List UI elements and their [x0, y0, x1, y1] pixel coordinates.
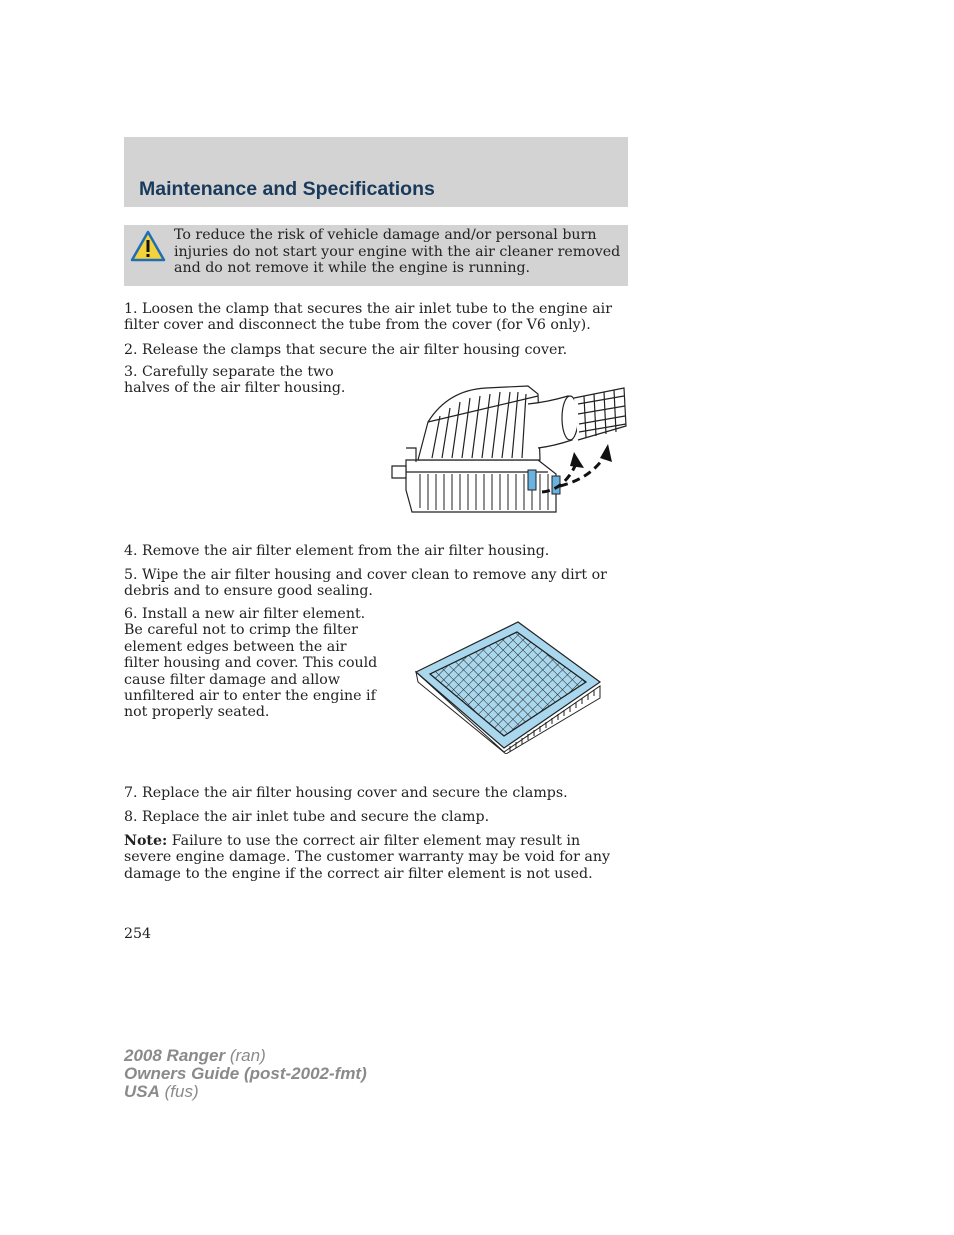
step-6: 6. Install a new air filter element. Be careful not to crimp the filter element edges between the air filter housing and cover. This could cause filter damage and allow unfiltered air to enter the engine if not properly seated.: [124, 606, 378, 721]
step-2: 2. Release the clamps that secure the air filter housing cover.: [124, 342, 568, 358]
step-4: 4. Remove the air filter element from the air filter housing.: [124, 543, 550, 559]
warning-triangle-icon: [130, 229, 166, 263]
footer-market: USA: [124, 1082, 160, 1101]
page-number: 254: [124, 926, 152, 942]
section-header: [124, 137, 628, 207]
section-title: Maintenance and Specifications: [139, 178, 435, 200]
warning-box: [124, 225, 628, 286]
footer-market-code: (fus): [164, 1082, 199, 1101]
footer-line-1: [124, 1047, 367, 1065]
footer-model-code: (ran): [229, 1046, 266, 1065]
note-text: Failure to use the correct air filter element may result in severe engine damage. The customer warranty may be void for any damage to the engine if the correct air filter element is not used.: [124, 833, 610, 882]
footer-guide: Owners Guide (post-2002-fmt): [124, 1064, 367, 1083]
footer-line-2: [124, 1065, 367, 1083]
air-filter-element-illustration: [414, 620, 604, 754]
step-3: 3. Carefully separate the two halves of the air filter housing.: [124, 364, 346, 397]
note-label: Note:: [124, 833, 168, 849]
footer-line-3: [124, 1083, 367, 1101]
air-filter-housing-illustration: [388, 382, 630, 520]
step-7: 7. Replace the air filter housing cover and secure the clamps.: [124, 785, 568, 801]
warning-text: To reduce the risk of vehicle damage and/or personal burn injuries do not start your engine with the air cleaner removed and do not remove it while the engine is running.: [174, 227, 621, 277]
note-paragraph: [124, 833, 630, 882]
footer-model: 2008 Ranger: [124, 1046, 226, 1065]
step-5: 5. Wipe the air filter housing and cover clean to remove any dirt or debris and to ensure good sealing.: [124, 567, 607, 600]
step-8: 8. Replace the air inlet tube and secure the clamp.: [124, 809, 490, 825]
step-1: 1. Loosen the clamp that secures the air inlet tube to the engine air filter cover and disconnect the tube from the cover (for V6 only).: [124, 301, 612, 334]
document-footer: [124, 1047, 367, 1101]
